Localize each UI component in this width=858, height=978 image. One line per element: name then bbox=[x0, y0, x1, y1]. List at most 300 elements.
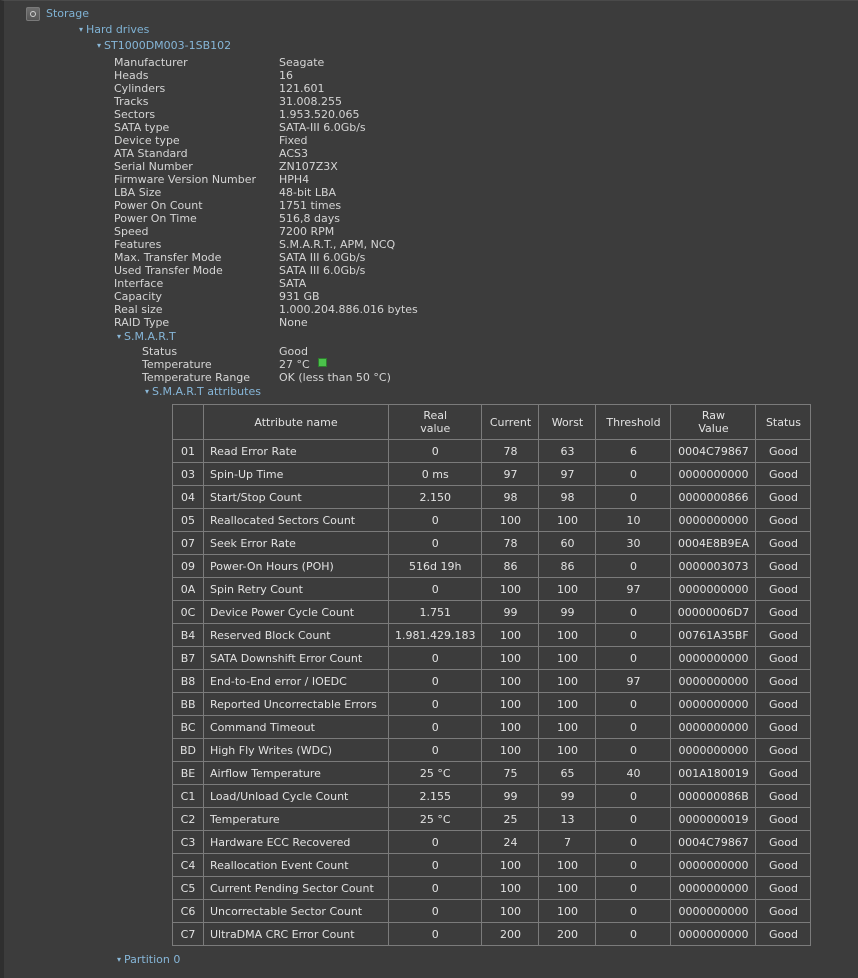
smart-status-label: Status bbox=[142, 345, 178, 358]
cell-id: 03 bbox=[173, 463, 204, 486]
cell-threshold: 0 bbox=[596, 739, 671, 762]
cell-name: Reallocation Event Count bbox=[204, 854, 389, 877]
cell-real: 0 bbox=[389, 509, 482, 532]
table-row[interactable] bbox=[173, 739, 811, 762]
cell-status: Good bbox=[756, 831, 811, 854]
cell-threshold: 10 bbox=[596, 509, 671, 532]
table-row[interactable] bbox=[173, 900, 811, 923]
cell-status: Good bbox=[756, 923, 811, 946]
smart-temperature-range-label: Temperature Range bbox=[142, 371, 251, 384]
property-key: SATA type bbox=[114, 121, 170, 134]
property-value: ACS3 bbox=[279, 147, 308, 160]
cell-raw: 0000000000 bbox=[671, 509, 756, 532]
table-row[interactable] bbox=[173, 440, 811, 463]
cell-id: C7 bbox=[173, 923, 204, 946]
table-row[interactable] bbox=[173, 693, 811, 716]
property-key: Serial Number bbox=[114, 160, 193, 173]
cell-real: 0 bbox=[389, 647, 482, 670]
cell-status: Good bbox=[756, 693, 811, 716]
cell-current: 100 bbox=[482, 647, 539, 670]
cell-current: 100 bbox=[482, 739, 539, 762]
cell-current: 98 bbox=[482, 486, 539, 509]
tree-node-storage-label: Storage bbox=[46, 7, 90, 20]
cell-raw: 0004C79867 bbox=[671, 831, 756, 854]
cell-threshold: 0 bbox=[596, 785, 671, 808]
cell-real: 2.150 bbox=[389, 486, 482, 509]
column-header-id bbox=[173, 405, 204, 440]
cell-status: Good bbox=[756, 486, 811, 509]
property-row bbox=[114, 199, 858, 212]
chevron-down-icon[interactable]: ▾ bbox=[78, 25, 83, 34]
property-value: SATA-III 6.0Gb/s bbox=[279, 121, 366, 134]
smart-summary bbox=[142, 345, 858, 384]
cell-threshold: 97 bbox=[596, 578, 671, 601]
chevron-down-icon[interactable]: ▾ bbox=[116, 332, 121, 341]
tree-node-partition-0[interactable] bbox=[114, 952, 858, 968]
cell-status: Good bbox=[756, 854, 811, 877]
cell-real: 0 bbox=[389, 440, 482, 463]
cell-current: 100 bbox=[482, 670, 539, 693]
partition-properties-clipped bbox=[142, 968, 858, 975]
property-row bbox=[114, 251, 858, 264]
cell-current: 100 bbox=[482, 693, 539, 716]
cell-id: 01 bbox=[173, 440, 204, 463]
cell-threshold: 40 bbox=[596, 762, 671, 785]
cell-name: End-to-End error / IOEDC bbox=[204, 670, 389, 693]
cell-status: Good bbox=[756, 440, 811, 463]
smart-temperature-range-row bbox=[142, 371, 858, 384]
column-header-threshold: Threshold bbox=[596, 405, 671, 440]
tree-node-storage[interactable] bbox=[26, 6, 858, 22]
cell-current: 100 bbox=[482, 509, 539, 532]
cell-worst: 99 bbox=[539, 785, 596, 808]
property-key: Firmware Version Number bbox=[114, 173, 257, 186]
cell-worst: 100 bbox=[539, 670, 596, 693]
cell-name: Read Error Rate bbox=[204, 440, 389, 463]
cell-worst: 100 bbox=[539, 647, 596, 670]
cell-id: C1 bbox=[173, 785, 204, 808]
cell-real: 0 bbox=[389, 854, 482, 877]
cell-threshold: 0 bbox=[596, 877, 671, 900]
table-row[interactable] bbox=[173, 785, 811, 808]
property-key: Real size bbox=[114, 303, 163, 316]
property-value: 31.008.255 bbox=[279, 95, 342, 108]
cell-current: 75 bbox=[482, 762, 539, 785]
table-row[interactable] bbox=[173, 923, 811, 946]
cell-current: 100 bbox=[482, 900, 539, 923]
property-row bbox=[142, 968, 858, 975]
cell-status: Good bbox=[756, 739, 811, 762]
cell-raw: 0000000000 bbox=[671, 670, 756, 693]
table-row[interactable] bbox=[173, 808, 811, 831]
cell-real: 0 bbox=[389, 670, 482, 693]
cell-current: 99 bbox=[482, 785, 539, 808]
cell-status: Good bbox=[756, 532, 811, 555]
property-value: 16 bbox=[279, 69, 293, 82]
cell-current: 25 bbox=[482, 808, 539, 831]
cell-id: BE bbox=[173, 762, 204, 785]
cell-status: Good bbox=[756, 785, 811, 808]
cell-worst: 13 bbox=[539, 808, 596, 831]
cell-name: Temperature bbox=[204, 808, 389, 831]
property-value: 931 GB bbox=[279, 290, 320, 303]
cell-raw: 0000000000 bbox=[671, 716, 756, 739]
cell-name: SATA Downshift Error Count bbox=[204, 647, 389, 670]
tree-node-drive[interactable] bbox=[94, 38, 858, 54]
cell-name: Hardware ECC Recovered bbox=[204, 831, 389, 854]
cell-raw: 00761A35BF bbox=[671, 624, 756, 647]
property-row bbox=[114, 82, 858, 95]
table-row[interactable] bbox=[173, 532, 811, 555]
tree-node-smart-label: S.M.A.R.T bbox=[124, 330, 176, 343]
cell-id: C4 bbox=[173, 854, 204, 877]
table-row[interactable] bbox=[173, 762, 811, 785]
cell-worst: 63 bbox=[539, 440, 596, 463]
property-row bbox=[114, 316, 858, 329]
property-key: Cylinders bbox=[114, 82, 166, 95]
cell-threshold: 0 bbox=[596, 900, 671, 923]
property-key: Max. Transfer Mode bbox=[114, 251, 222, 264]
property-key: Used Transfer Mode bbox=[114, 264, 223, 277]
cell-name: Reallocated Sectors Count bbox=[204, 509, 389, 532]
property-row bbox=[114, 186, 858, 199]
cell-threshold: 0 bbox=[596, 808, 671, 831]
property-value: 1.953.520.065 bbox=[279, 108, 360, 121]
cell-raw: 0000000000 bbox=[671, 900, 756, 923]
cell-current: 100 bbox=[482, 877, 539, 900]
property-key: LBA Size bbox=[114, 186, 162, 199]
cell-id: C5 bbox=[173, 877, 204, 900]
property-value: 121.601 bbox=[279, 82, 325, 95]
tree-node-smart[interactable] bbox=[114, 329, 858, 345]
property-value: 1751 times bbox=[279, 199, 342, 212]
cell-id: BB bbox=[173, 693, 204, 716]
cell-id: C6 bbox=[173, 900, 204, 923]
table-row[interactable] bbox=[173, 647, 811, 670]
smart-status-value: Good bbox=[279, 345, 308, 358]
property-row bbox=[114, 225, 858, 238]
table-row[interactable] bbox=[173, 854, 811, 877]
cell-real: 0 bbox=[389, 877, 482, 900]
smart-temperature-row bbox=[142, 358, 858, 371]
cell-raw: 0000000019 bbox=[671, 808, 756, 831]
table-row[interactable] bbox=[173, 624, 811, 647]
tree-node-drive-label: ST1000DM003-1SB102 bbox=[104, 39, 232, 52]
property-row bbox=[114, 303, 858, 316]
cell-raw: 0000000000 bbox=[671, 693, 756, 716]
cell-worst: 100 bbox=[539, 716, 596, 739]
cell-threshold: 6 bbox=[596, 440, 671, 463]
cell-real: 0 ms bbox=[389, 463, 482, 486]
table-row[interactable] bbox=[173, 486, 811, 509]
property-key: RAID Type bbox=[114, 316, 170, 329]
cell-raw: 0000000000 bbox=[671, 647, 756, 670]
cell-worst: 200 bbox=[539, 923, 596, 946]
table-row[interactable] bbox=[173, 463, 811, 486]
property-key: Power On Count bbox=[114, 199, 203, 212]
cell-current: 97 bbox=[482, 463, 539, 486]
cell-name: Current Pending Sector Count bbox=[204, 877, 389, 900]
property-value: Seagate bbox=[279, 56, 325, 69]
cell-current: 24 bbox=[482, 831, 539, 854]
property-row bbox=[114, 69, 858, 82]
property-row bbox=[114, 212, 858, 225]
tree-node-smart-attributes[interactable] bbox=[142, 384, 858, 400]
property-key: Manufacturer bbox=[114, 56, 188, 69]
property-key: Heads bbox=[114, 69, 149, 82]
property-row bbox=[114, 264, 858, 277]
cell-real: 0 bbox=[389, 831, 482, 854]
cell-id: BC bbox=[173, 716, 204, 739]
property-key bbox=[142, 968, 279, 975]
cell-status: Good bbox=[756, 762, 811, 785]
cell-worst: 65 bbox=[539, 762, 596, 785]
cell-id: B4 bbox=[173, 624, 204, 647]
cell-name: Power-On Hours (POH) bbox=[204, 555, 389, 578]
cell-current: 100 bbox=[482, 578, 539, 601]
table-row[interactable] bbox=[173, 601, 811, 624]
cell-worst: 7 bbox=[539, 831, 596, 854]
cell-id: 05 bbox=[173, 509, 204, 532]
property-row bbox=[114, 108, 858, 121]
cell-name: Spin-Up Time bbox=[204, 463, 389, 486]
cell-id: 0C bbox=[173, 601, 204, 624]
cell-current: 100 bbox=[482, 716, 539, 739]
tree-node-smart-attributes-label: S.M.A.R.T attributes bbox=[152, 385, 261, 398]
cell-status: Good bbox=[756, 578, 811, 601]
cell-raw: 0000000866 bbox=[671, 486, 756, 509]
cell-name: Command Timeout bbox=[204, 716, 389, 739]
property-value: SATA bbox=[279, 277, 307, 290]
property-row bbox=[114, 121, 858, 134]
cell-threshold: 0 bbox=[596, 831, 671, 854]
cell-current: 78 bbox=[482, 440, 539, 463]
property-value: None bbox=[279, 316, 308, 329]
cell-real: 0 bbox=[389, 693, 482, 716]
column-header-attribute-name: Attribute name bbox=[204, 405, 389, 440]
cell-id: 04 bbox=[173, 486, 204, 509]
cell-real: 1.981.429.183 bbox=[389, 624, 482, 647]
tree-node-hard-drives-label: Hard drives bbox=[86, 23, 150, 36]
cell-worst: 98 bbox=[539, 486, 596, 509]
cell-status: Good bbox=[756, 808, 811, 831]
cell-threshold: 0 bbox=[596, 486, 671, 509]
smart-temperature-label: Temperature bbox=[142, 358, 212, 371]
property-key: Sectors bbox=[114, 108, 156, 121]
chevron-down-icon[interactable]: ▾ bbox=[144, 387, 149, 396]
cell-raw: 0000000000 bbox=[671, 578, 756, 601]
table-row[interactable] bbox=[173, 831, 811, 854]
cell-worst: 60 bbox=[539, 532, 596, 555]
column-header-status: Status bbox=[756, 405, 811, 440]
storage-icon bbox=[26, 7, 40, 21]
cell-status: Good bbox=[756, 647, 811, 670]
cell-worst: 100 bbox=[539, 624, 596, 647]
cell-raw: 001A180019 bbox=[671, 762, 756, 785]
property-value: ZN107Z3X bbox=[279, 160, 338, 173]
cell-threshold: 0 bbox=[596, 923, 671, 946]
cell-threshold: 97 bbox=[596, 670, 671, 693]
smart-attributes-table bbox=[172, 404, 811, 946]
table-row[interactable] bbox=[173, 670, 811, 693]
cell-status: Good bbox=[756, 463, 811, 486]
cell-status: Good bbox=[756, 670, 811, 693]
tree-node-partition-0-label: Partition 0 bbox=[124, 953, 181, 966]
cell-real: 25 °C bbox=[389, 762, 482, 785]
column-header-current: Current bbox=[482, 405, 539, 440]
cell-name: Start/Stop Count bbox=[204, 486, 389, 509]
property-key: Tracks bbox=[114, 95, 149, 108]
table-row[interactable] bbox=[173, 555, 811, 578]
smart-temperature-value: 27 °C bbox=[279, 358, 310, 371]
cell-status: Good bbox=[756, 716, 811, 739]
cell-real: 0 bbox=[389, 900, 482, 923]
cell-current: 86 bbox=[482, 555, 539, 578]
cell-worst: 100 bbox=[539, 693, 596, 716]
property-key: Speed bbox=[114, 225, 149, 238]
cell-name: Uncorrectable Sector Count bbox=[204, 900, 389, 923]
cell-worst: 100 bbox=[539, 900, 596, 923]
smart-temperature-range-value: OK (less than 50 °C) bbox=[279, 371, 391, 384]
cell-worst: 100 bbox=[539, 739, 596, 762]
cell-real: 0 bbox=[389, 923, 482, 946]
property-value: 516,8 days bbox=[279, 212, 340, 225]
cell-raw: 00000006D7 bbox=[671, 601, 756, 624]
cell-name: Device Power Cycle Count bbox=[204, 601, 389, 624]
cell-worst: 97 bbox=[539, 463, 596, 486]
table-row[interactable] bbox=[173, 716, 811, 739]
table-row[interactable] bbox=[173, 877, 811, 900]
cell-id: C2 bbox=[173, 808, 204, 831]
property-key: Features bbox=[114, 238, 162, 251]
cell-status: Good bbox=[756, 624, 811, 647]
cell-worst: 100 bbox=[539, 854, 596, 877]
cell-real: 0 bbox=[389, 578, 482, 601]
cell-status: Good bbox=[756, 555, 811, 578]
cell-real: 2.155 bbox=[389, 785, 482, 808]
cell-threshold: 0 bbox=[596, 463, 671, 486]
property-row bbox=[114, 56, 858, 69]
cell-real: 0 bbox=[389, 739, 482, 762]
cell-real: 0 bbox=[389, 532, 482, 555]
property-value: S.M.A.R.T., APM, NCQ bbox=[279, 238, 396, 251]
property-row bbox=[114, 238, 858, 251]
cell-raw: 0000000000 bbox=[671, 923, 756, 946]
table-row[interactable] bbox=[173, 578, 811, 601]
cell-worst: 100 bbox=[539, 877, 596, 900]
cell-name: Seek Error Rate bbox=[204, 532, 389, 555]
cell-name: Airflow Temperature bbox=[204, 762, 389, 785]
cell-id: 09 bbox=[173, 555, 204, 578]
property-key: Power On Time bbox=[114, 212, 197, 225]
cell-status: Good bbox=[756, 509, 811, 532]
cell-raw: 0000000000 bbox=[671, 854, 756, 877]
cell-name: UltraDMA CRC Error Count bbox=[204, 923, 389, 946]
cell-current: 100 bbox=[482, 854, 539, 877]
property-row bbox=[114, 95, 858, 108]
chevron-down-icon[interactable]: ▾ bbox=[116, 955, 121, 964]
cell-threshold: 0 bbox=[596, 601, 671, 624]
cell-raw: 000000086B bbox=[671, 785, 756, 808]
cell-name: High Fly Writes (WDC) bbox=[204, 739, 389, 762]
cell-raw: 0000000000 bbox=[671, 463, 756, 486]
property-value: 1.000.204.886.016 bytes bbox=[279, 303, 418, 316]
cell-real: 1.751 bbox=[389, 601, 482, 624]
column-header-worst: Worst bbox=[539, 405, 596, 440]
cell-name: Reserved Block Count bbox=[204, 624, 389, 647]
column-header-real-value: Real value bbox=[389, 405, 482, 440]
cell-worst: 100 bbox=[539, 578, 596, 601]
chevron-down-icon[interactable]: ▾ bbox=[96, 41, 101, 50]
property-key: ATA Standard bbox=[114, 147, 188, 160]
cell-current: 100 bbox=[482, 624, 539, 647]
cell-id: B8 bbox=[173, 670, 204, 693]
property-row bbox=[114, 160, 858, 173]
property-key: Device type bbox=[114, 134, 180, 147]
cell-id: 0A bbox=[173, 578, 204, 601]
cell-real: 25 °C bbox=[389, 808, 482, 831]
property-row bbox=[114, 147, 858, 160]
cell-raw: 0000000000 bbox=[671, 877, 756, 900]
property-value: Fixed bbox=[279, 134, 308, 147]
drive-properties-list bbox=[114, 56, 858, 329]
cell-real: 0 bbox=[389, 716, 482, 739]
column-header-raw-value: Raw Value bbox=[671, 405, 756, 440]
cell-raw: 0004E8B9EA bbox=[671, 532, 756, 555]
property-row bbox=[114, 173, 858, 186]
cell-current: 99 bbox=[482, 601, 539, 624]
smart-status-row bbox=[142, 345, 858, 358]
cell-raw: 0000003073 bbox=[671, 555, 756, 578]
cell-worst: 99 bbox=[539, 601, 596, 624]
property-value: 48-bit LBA bbox=[279, 186, 337, 199]
property-row bbox=[114, 134, 858, 147]
cell-raw: 0004C79867 bbox=[671, 440, 756, 463]
cell-threshold: 0 bbox=[596, 624, 671, 647]
cell-threshold: 0 bbox=[596, 555, 671, 578]
property-row bbox=[114, 290, 858, 303]
tree-node-hard-drives[interactable] bbox=[76, 22, 858, 38]
cell-threshold: 30 bbox=[596, 532, 671, 555]
cell-id: B7 bbox=[173, 647, 204, 670]
cell-id: 07 bbox=[173, 532, 204, 555]
cell-threshold: 0 bbox=[596, 716, 671, 739]
cell-status: Good bbox=[756, 877, 811, 900]
cell-current: 200 bbox=[482, 923, 539, 946]
cell-status: Good bbox=[756, 601, 811, 624]
property-value: SATA III 6.0Gb/s bbox=[279, 264, 366, 277]
cell-threshold: 0 bbox=[596, 693, 671, 716]
cell-raw: 0000000000 bbox=[671, 739, 756, 762]
cell-threshold: 0 bbox=[596, 854, 671, 877]
property-row bbox=[114, 277, 858, 290]
property-value: 7200 RPM bbox=[279, 225, 335, 238]
cell-worst: 100 bbox=[539, 509, 596, 532]
cell-name: Load/Unload Cycle Count bbox=[204, 785, 389, 808]
cell-name: Spin Retry Count bbox=[204, 578, 389, 601]
property-key: Interface bbox=[114, 277, 164, 290]
cell-name: Reported Uncorrectable Errors bbox=[204, 693, 389, 716]
cell-id: BD bbox=[173, 739, 204, 762]
cell-id: C3 bbox=[173, 831, 204, 854]
temperature-status-indicator bbox=[318, 358, 327, 367]
table-row[interactable] bbox=[173, 509, 811, 532]
cell-current: 78 bbox=[482, 532, 539, 555]
cell-status: Good bbox=[756, 900, 811, 923]
property-value: SATA III 6.0Gb/s bbox=[279, 251, 366, 264]
cell-real: 516d 19h bbox=[389, 555, 482, 578]
cell-threshold: 0 bbox=[596, 647, 671, 670]
